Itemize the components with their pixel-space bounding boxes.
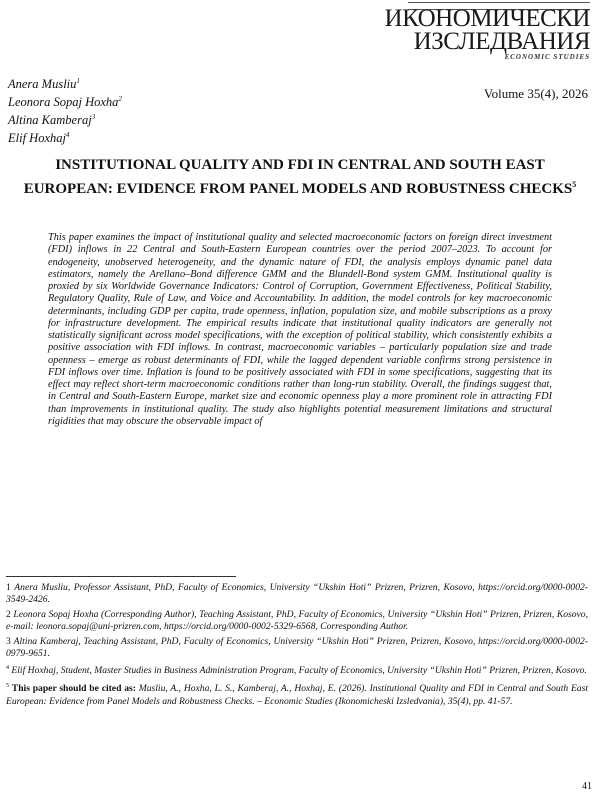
author-name: Altina Kamberaj <box>8 113 92 128</box>
masthead-title-line-2: ИЗСЛЕДВАНИЯ <box>413 28 590 55</box>
footnote-text: Anera Musliu, Professor Assistant, PhD, Faculty of Economics, University “Ukshin Hoti” Prizren, Prizren, Kosovo, https://orcid.org/0000-0002-3549-2426. <box>6 582 589 606</box>
masthead-subtitle: ECONOMIC STUDIES <box>504 53 590 61</box>
author-3 <box>8 110 122 128</box>
paper-title-text: INSTITUTIONAL QUALITY AND FDI IN CENTRAL AND SOUTH EAST EUROPEAN: EVIDENCE FROM PANEL MODELS AND ROBUSTNESS CHECKS <box>23 157 573 197</box>
footnote-mark: 1 <box>6 582 11 593</box>
page-number: 41 <box>582 781 592 792</box>
volume-info: Volume 35(4), 2026 <box>483 86 588 101</box>
footnote-2 <box>6 609 588 634</box>
paper-title <box>20 156 580 199</box>
citation-note <box>6 680 588 708</box>
author-footnote-mark: 1 <box>76 77 80 85</box>
abstract: This paper examines the impact of institutional quality and selected macroeconomic factors on foreign direct investment (FDI) inflows in 22 Central and South-Eastern European countries over the period 2007–2023. To account for endogeneity, unobserved heterogeneity, and the dynamic nature of FDI, the analysis employs dynamic panel data estimators, namely the Arellano–Bond difference GMM and the Blundell-Bond system GMM. Institutional quality is proxied by six Worldwide Governance Indicators: Control of Corruption, Government Effectiveness, Political Stability, Regulatory Quality, Rule of Law, and Voice and Accountability. In addition, the model controls for key macroeconomic determinants, including GDP per capita, trade openness, inflation, population size, and mobile subscriptions as a proxy for infrastructure development. The empirical results indicate that institutional quality indicators are generally not statistically significant across model specifications, with the exception of political stability, which consistently exhibits a positive association with FDI inflows. In contrast, macroeconomic variables – particularly population size and trade openness – emerge as robust determinants of FDI, while the lagged dependent variable confirms strong persistence in FDI inflows over time. Inflation is found to be positively associated with FDI in some specifications, suggesting that its effect may reflect short-term macroeconomic conditions rather than long-run stability. Overall, the findings suggest that, in Central and South-Eastern Europe, market size and economic openness play a more prominent role in attracting FDI than improvements in institutional quality. The study also highlights potential measurement limitations and structural rigidities that may obscure the observable impact of <box>48 232 552 427</box>
footnote-text: Altina Kamberaj, Teaching Assistant, PhD, Faculty of Economics, University “Ukshin Hoti” Prizren, Prizren, Kosovo, https://orcid.org/0000-0002-0979-9651. <box>6 635 588 660</box>
author-2 <box>8 92 122 110</box>
footnote-text: Leonora Sopaj Hoxha (Corresponding Author), Teaching Assistant, PhD, Faculty of Economics, University “Ukshin Hoti” Prizren, Prizren, Kosovo, e-mail: leonora.sopaj@uni-prizren.com, https://orcid.org/0000-0002-5329-6568, Corresponding Author. <box>6 608 589 633</box>
author-footnote-mark: 2 <box>118 95 122 104</box>
footnote-mark: 4 <box>6 665 9 672</box>
author-1 <box>8 74 122 92</box>
author-name: Leonora Sopaj Hoxha <box>8 95 119 110</box>
citation-mark: 5 <box>6 683 9 690</box>
citation-lead: This paper should be cited as: <box>11 683 136 695</box>
author-name: Elif Hoxhaj <box>8 131 66 146</box>
footnote-text: Elif Hoxhaj, Student, Master Studies in Business Administration Program, Faculty of Economics, University “Ukshin Hoti” Prizren, Prizren, Kosovo. <box>11 665 587 677</box>
author-list <box>8 74 122 147</box>
journal-masthead <box>384 2 590 62</box>
author-4 <box>8 128 122 146</box>
author-footnote-mark: 3 <box>91 113 96 122</box>
title-footnote-mark: 5 <box>572 180 577 189</box>
footnote-separator <box>6 576 236 577</box>
masthead-title-line-1: ИКОНОМИЧЕСКИ <box>384 5 590 32</box>
footnotes <box>6 582 588 710</box>
author-footnote-mark: 4 <box>65 131 70 140</box>
footnote-4 <box>6 662 588 678</box>
footnote-mark: 2 <box>6 608 11 620</box>
author-name: Anera Musliu <box>8 77 77 92</box>
citation-text: Musliu, A., Hoxha, L. S., Kamberaj, A., Hoxhaj, E. (2026). Institutional Quality and FDI in Central and South East European: Evidence from Panel Models and Robustness Checks. – Economic Studies (Ikonomicheski Izsledvania), 35(4), pp. 41-57. <box>6 683 589 707</box>
footnote-mark: 3 <box>6 635 11 647</box>
footnote-1 <box>6 582 588 607</box>
footnote-3 <box>6 636 588 661</box>
